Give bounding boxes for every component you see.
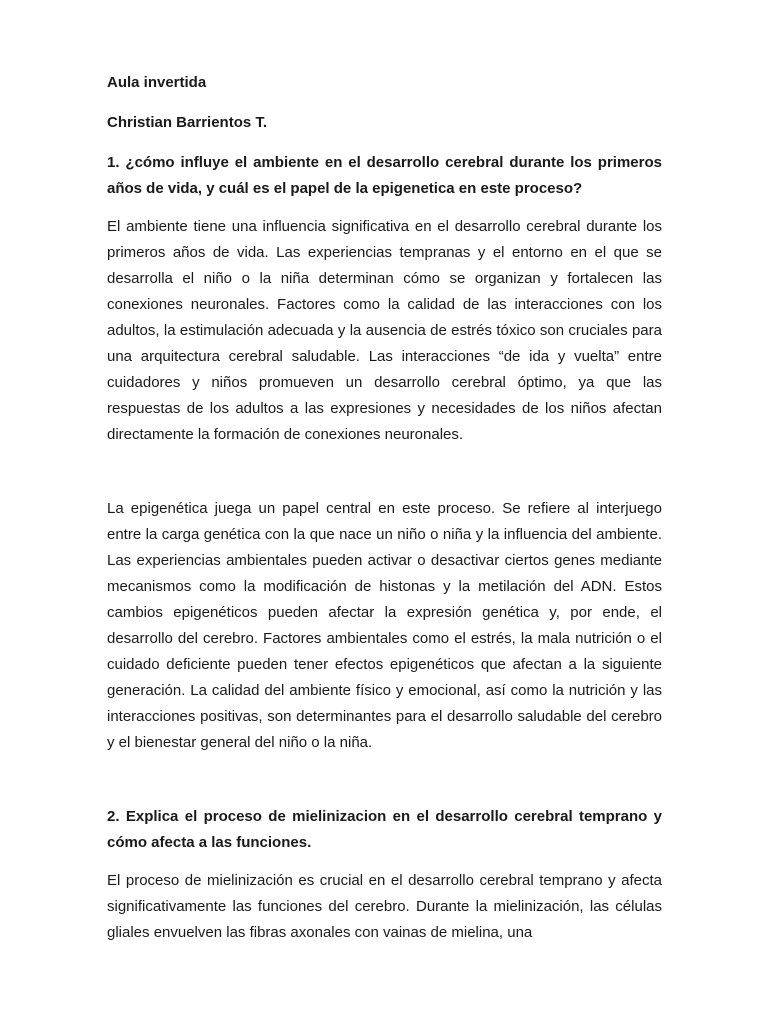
answer-1-paragraph-1: El ambiente tiene una influencia significativa en el desarrollo cerebral durante los primeros años de vida. Las experiencias tempranas y el entorno en el que se desarrolla el niño o la niña determinan cómo se organizan y fortalecen las conexiones neuronales. Factores como la calidad de las interacciones con los adultos, la estimulación adecuada y la ausencia de estrés tóxico son cruciales para una arquitectura cerebral saludable. Las interacciones “de ida y vuelta” entre cuidadores y niños promueven un desarrollo cerebral óptimo, ya que las respuestas de los adultos a las expresiones y necesidades de los niños afectan directamente la formación de conexiones neuronales. <box>107 218 662 443</box>
answer-1-paragraph-2: La epigenética juega un papel central en este proceso. Se refiere al interjuego entre la carga genética con la que nace un niño o niña y la influencia del ambiente. Las experiencias ambientales pueden activar o desactivar ciertos genes mediante mecanismos como la modificación de histonas y la metilación del ADN. Estos cambios epigenéticos pueden afectar la expresión genética y, por ende, el desarrollo del cerebro. Factores ambientales como el estrés, la mala nutrición o el cuidado deficiente pueden tener efectos epigenéticos que afectan a la siguiente generación. La calidad del ambiente físico y emocional, así como la nutrición y las interacciones positivas, son determinantes para el desarrollo saludable del cerebro y el bienestar general del niño o la niña. <box>107 500 662 751</box>
document-page <box>107 70 662 946</box>
document-title: Aula invertida <box>107 74 207 91</box>
answer-2-paragraph-1: El proceso de mielinización es crucial en el desarrollo cerebral temprano y afecta significativamente las funciones del cerebro. Durante la mielinización, las células gliales envuelven las fibras axonales con vainas de mielina, una <box>107 872 662 941</box>
document-author: Christian Barrientos T. <box>107 114 268 131</box>
question-2-heading: 2. Explica el proceso de mielinizacion en el desarrollo cerebral temprano y cómo afecta a las funciones. <box>107 808 662 851</box>
question-1-heading: 1. ¿cómo influye el ambiente en el desarrollo cerebral durante los primeros años de vida, y cuál es el papel de la epigenetica en este proceso? <box>107 154 662 197</box>
